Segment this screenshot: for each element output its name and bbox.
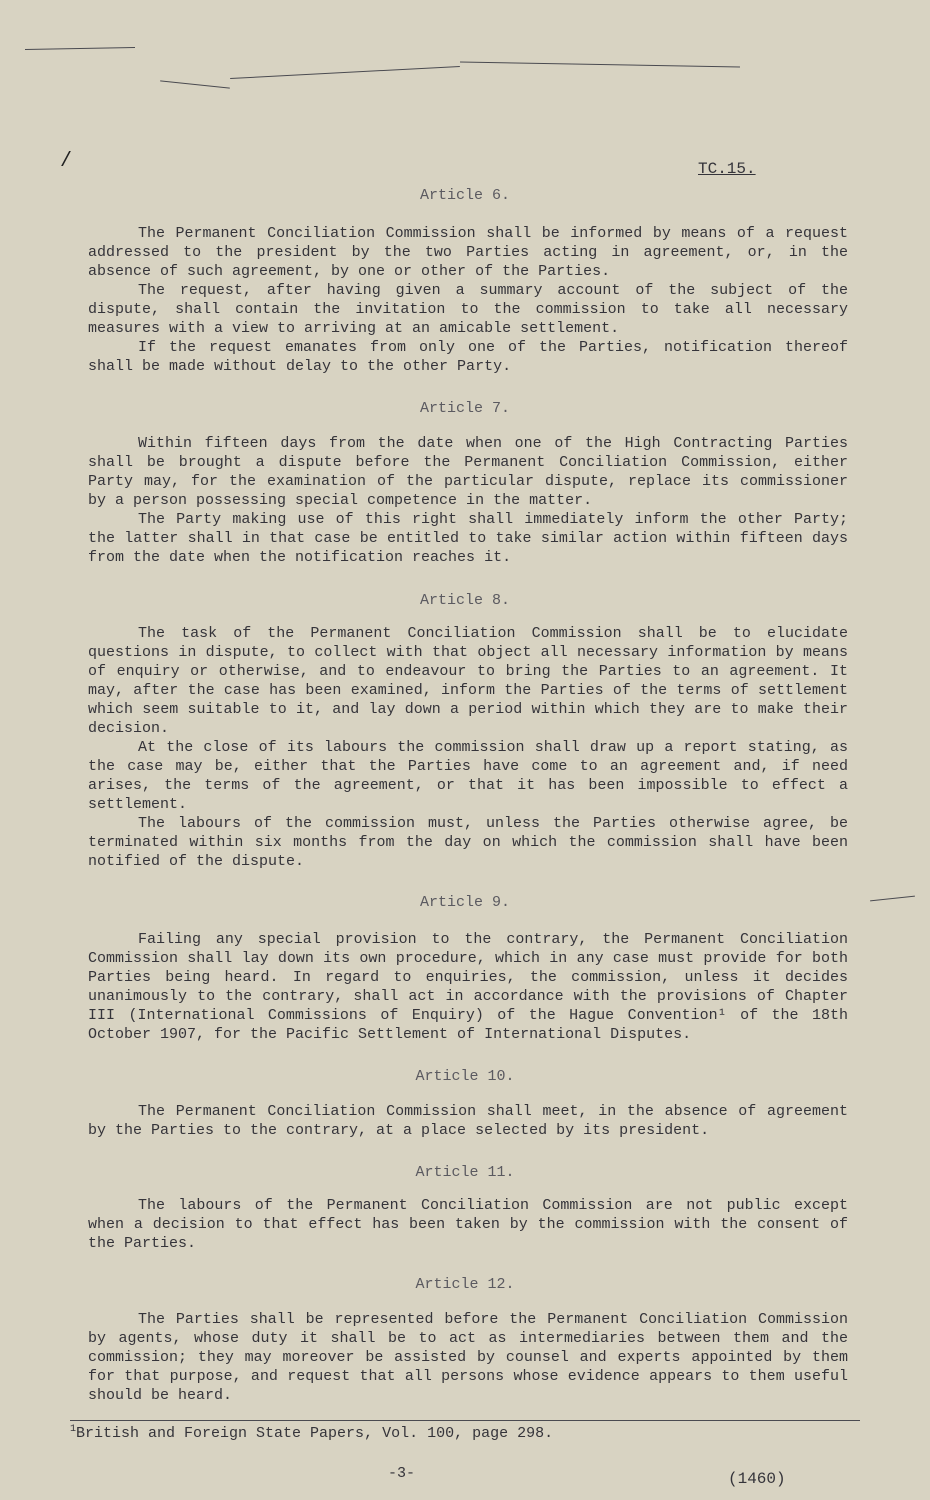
paragraph: At the close of its labours the commission shall draw up a report stating, as the case may be, either that the Parties have come to an agreement and, if need arises, the terms of the agreement, or that it has been impossible to effect a settlement. xyxy=(88,739,848,813)
article-body xyxy=(88,1102,848,1140)
article-heading: Article 6. xyxy=(419,187,510,204)
margin-mark: / xyxy=(60,150,73,173)
scan-line xyxy=(25,47,135,50)
paragraph: The labours of the commission must, unless the Parties otherwise agree, be terminated within six months from the day on which the commission shall have been notified of the dispute. xyxy=(88,815,848,870)
paragraph: The Party making use of this right shall immediately inform the other Party; the latter shall in that case be entitled to take similar action within fifteen days from the date when the notification reaches it. xyxy=(88,511,848,566)
document-number: (1460) xyxy=(728,1470,786,1488)
paragraph: The Permanent Conciliation Commission shall meet, in the absence of agreement by the Parties to the contrary, at a place selected by its president. xyxy=(88,1103,848,1139)
scan-line xyxy=(460,62,740,68)
article-heading: Article 8. xyxy=(419,592,510,609)
article-body xyxy=(88,930,848,1044)
article-body xyxy=(88,224,848,376)
footnote-marker: 1 xyxy=(70,1424,77,1435)
scan-line xyxy=(230,66,460,79)
paragraph: The Parties shall be represented before the Permanent Conciliation Commission by agents, whose duty it shall be to act as intermediaries between them and the commission; they may moreover be assisted by counsel and experts appointed by them for that purpose, and request that all persons whose evidence appears to them useful should be heard. xyxy=(88,1311,848,1404)
paragraph: The request, after having given a summary account of the subject of the dispute, shall contain the invitation to the commission to take all necessary measures with a view to arriving at an amicable settlement. xyxy=(88,282,848,337)
paragraph: Within fifteen days from the date when one of the High Contracting Parties shall be brought a dispute before the Permanent Conciliation Commission, either Party may, for the examination of the particular dispute, replace its commissioner by a person possessing special competence in the matter. xyxy=(88,435,848,509)
footnote xyxy=(70,1424,553,1442)
article-body xyxy=(88,1310,848,1405)
article-heading: Article 7. xyxy=(419,400,510,417)
article-heading: Article 9. xyxy=(419,894,510,911)
paragraph: The Permanent Conciliation Commission shall be informed by means of a request addressed to the president by the two Parties acting in agreement, or, in the absence of such agreement, by one or other of the Parties. xyxy=(88,225,848,280)
page-number: -3- xyxy=(388,1465,416,1482)
article-heading: Article 12. xyxy=(415,1276,515,1293)
paragraph: The labours of the Permanent Conciliation Commission are not public except when a decision to that effect has been taken by the commission with the consent of the Parties. xyxy=(88,1197,848,1252)
paragraph: If the request emanates from only one of the Parties, notification thereof shall be made without delay to the other Party. xyxy=(88,339,848,375)
footnote-divider xyxy=(70,1420,860,1421)
paragraph: The task of the Permanent Conciliation Commission shall be to elucidate questions in dispute, to collect with that object all necessary information by means of enquiry or otherwise, and to endeavour to bring the Parties to an agreement. It may, after the case has been examined, inform the Parties of the terms of settlement which seem suitable to it, and lay down a period within which they are to make their decision. xyxy=(88,625,848,737)
article-body xyxy=(88,434,848,567)
article-heading: Article 11. xyxy=(415,1164,515,1181)
paragraph: Failing any special provision to the contrary, the Permanent Conciliation Commission shall lay down its own procedure, which in any case must provide for both Parties being heard. In regard to enquiries, the commission, unless it decides unanimously to the contrary, shall act in accordance with the provisions of Chapter III (International Commissions of Enquiry) of the Hague Convention¹ of the 18th October 1907, for the Pacific Settlement of International Disputes. xyxy=(88,931,848,1043)
document-reference: TC.15. xyxy=(698,160,756,178)
scan-line xyxy=(160,80,230,88)
article-body xyxy=(88,624,848,871)
article-heading: Article 10. xyxy=(415,1068,515,1085)
article-body xyxy=(88,1196,848,1253)
footnote-text: British and Foreign State Papers, Vol. 100, page 298. xyxy=(76,1425,554,1442)
